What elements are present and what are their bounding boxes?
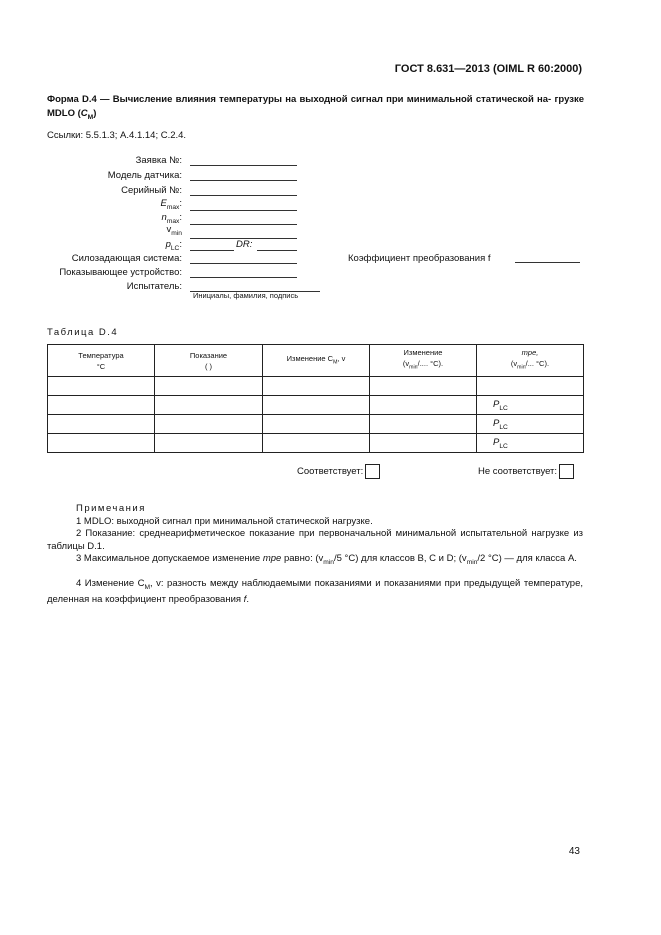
note-3-g: /2 °C) — для класса A. — [477, 553, 577, 564]
coefficient-field[interactable] — [515, 262, 580, 263]
table-caption: Таблица D.4 — [47, 327, 119, 338]
table-cell[interactable] — [48, 434, 155, 453]
note-4-d: f — [243, 594, 247, 606]
table-cell-plc[interactable] — [477, 396, 584, 415]
references: Ссылки: 5.5.1.3; A.4.1.14; C.2.4. — [47, 130, 187, 141]
not-complies-label: Не соответствует: — [478, 466, 558, 478]
table-cell[interactable] — [155, 434, 263, 453]
note-3-c: равно: (v — [281, 553, 324, 564]
load-system-field[interactable] — [190, 263, 297, 264]
table-cell[interactable] — [48, 377, 155, 396]
note-3-f: min — [466, 558, 478, 566]
note-3 — [47, 553, 583, 569]
signature-caption: Инициалы, фамилия, подпись — [193, 291, 299, 300]
plc-symbol: P — [493, 417, 500, 429]
header-temperature — [48, 345, 155, 377]
emax-subscript: max — [166, 203, 180, 211]
header-mpe-unit-a: (v — [510, 359, 518, 369]
vmin-symbol: v — [166, 224, 172, 235]
header-mpe-unit-b: /... °C). — [525, 359, 550, 369]
indicator-field[interactable] — [190, 277, 297, 278]
form-title-subscript: M — [87, 113, 94, 121]
vmin-subscript: min — [171, 229, 182, 237]
note-4 — [47, 578, 583, 607]
form-title-symbol: C — [80, 108, 88, 119]
header-temperature-unit: °С — [96, 361, 106, 371]
vmin-label — [167, 224, 182, 237]
note-4-a: 4 Изменение C — [76, 578, 145, 589]
form-title-line2: грузке MDLO ( — [47, 94, 584, 119]
table-cell[interactable] — [48, 396, 155, 415]
header-temperature-title: Температура — [78, 350, 124, 360]
complies-checkbox[interactable] — [365, 464, 380, 479]
header-change-unit-a: (v — [402, 359, 410, 369]
emax-symbol: E — [160, 198, 167, 209]
header-mpe-sub: min — [517, 364, 526, 371]
emax-colon: : — [179, 198, 182, 209]
plc-subscript: LC — [499, 404, 508, 412]
note-3-e: /5 °C) для классов B, C и D; (v — [334, 553, 467, 564]
header-change-unit-b: /.... °C). — [417, 359, 444, 369]
application-label: Заявка №: — [135, 155, 182, 166]
coefficient-label: Коэффициент преобразования f — [348, 253, 491, 264]
table-row — [48, 377, 584, 396]
not-complies-checkbox[interactable] — [559, 464, 574, 479]
sensor-model-label: Модель датчика: — [107, 170, 182, 181]
header-change-cm-sub: M — [333, 359, 338, 366]
table-cell[interactable] — [370, 377, 477, 396]
table-cell[interactable] — [155, 396, 263, 415]
note-3-d: min — [323, 558, 334, 566]
application-field[interactable] — [190, 165, 297, 166]
table-row — [48, 415, 584, 434]
header-mpe — [477, 345, 584, 377]
table-cell[interactable] — [370, 434, 477, 453]
plc-symbol: p — [165, 239, 171, 250]
plc-field[interactable] — [190, 250, 234, 251]
note-4-e: . — [246, 594, 249, 606]
emax-field[interactable] — [190, 210, 297, 211]
header-change-title: Изменение — [403, 348, 443, 358]
document-header: ГОСТ 8.631—2013 (OIML R 60:2000) — [394, 63, 582, 75]
table-cell[interactable] — [263, 434, 370, 453]
load-system-label: Силозадающая система: — [71, 253, 182, 264]
header-change-cm — [263, 345, 370, 377]
dr-field[interactable] — [257, 250, 297, 251]
emax-label — [160, 198, 182, 211]
sensor-model-field[interactable] — [190, 180, 297, 181]
note-2: 2 Показание: среднеарифметическое показание при первоначальной минимальной испытательной нагрузке из таблицы D.1. — [47, 528, 583, 552]
table-header-row — [48, 345, 584, 377]
header-change-sub: min — [409, 364, 418, 371]
dr-label: DR: — [236, 239, 253, 250]
note-4-b: M — [144, 583, 151, 591]
indicator-label: Показывающее устройство: — [59, 267, 182, 278]
nmax-field[interactable] — [190, 224, 297, 225]
notes-heading: Примечания — [76, 503, 146, 514]
note-1: 1 MDLO: выходной сигнал при минимальной статической нагрузке. — [76, 516, 373, 527]
header-indication — [155, 345, 263, 377]
tester-label: Испытатель: — [126, 281, 182, 292]
plc-subscript: LC — [499, 423, 508, 431]
header-mpe-title: mpe, — [521, 348, 539, 358]
nmax-symbol: n — [161, 212, 167, 223]
note-4-c: , v: разность между наблюдаемыми показаниями и показаниями при предыдущей температуре, деленная на коэффициент преобразования — [47, 578, 583, 606]
header-indication-title: Показание — [189, 350, 228, 360]
table-cell[interactable] — [370, 396, 477, 415]
header-indication-unit: ( ) — [204, 361, 213, 371]
table-cell[interactable] — [155, 415, 263, 434]
complies-group — [297, 464, 380, 479]
page-number: 43 — [568, 846, 580, 857]
serial-label: Серийный №: — [121, 185, 182, 196]
note-3-a: 3 Максимальное допускаемое изменение — [76, 553, 263, 564]
form-title-line1: Форма D.4 — Вычисление влияния температуры на выходной сигнал при минимальной статической на- — [47, 94, 552, 105]
serial-field[interactable] — [190, 195, 297, 196]
nmax-colon: : — [179, 212, 182, 223]
table-cell-plc[interactable] — [477, 415, 584, 434]
table-row — [48, 434, 584, 453]
table-cell-plc[interactable] — [477, 434, 584, 453]
table-cell[interactable] — [477, 377, 584, 396]
table-cell[interactable] — [263, 377, 370, 396]
form-title-close: ) — [93, 108, 97, 119]
header-change-cm-unit: , v — [337, 353, 346, 363]
table-cell[interactable] — [155, 377, 263, 396]
nmax-label — [162, 212, 182, 225]
plc-label — [166, 239, 182, 252]
plc-symbol: P — [493, 436, 500, 448]
plc-subscript: LC — [499, 442, 508, 450]
nmax-subscript: max — [166, 217, 180, 225]
table-cell[interactable] — [263, 396, 370, 415]
plc-colon: : — [179, 239, 182, 250]
complies-label: Соответствует: — [297, 466, 364, 478]
table-cell[interactable] — [370, 415, 477, 434]
header-change — [370, 345, 477, 377]
plc-symbol: P — [493, 398, 500, 410]
table-row — [48, 396, 584, 415]
table-d4 — [47, 344, 584, 453]
form-title — [47, 93, 584, 125]
note-3-b: mpe — [262, 553, 282, 564]
table-cell[interactable] — [48, 415, 155, 434]
header-change-cm-title: Изменение C — [286, 353, 334, 363]
table-cell[interactable] — [263, 415, 370, 434]
plc-subscript: LC — [170, 244, 180, 252]
not-complies-group — [478, 464, 574, 479]
